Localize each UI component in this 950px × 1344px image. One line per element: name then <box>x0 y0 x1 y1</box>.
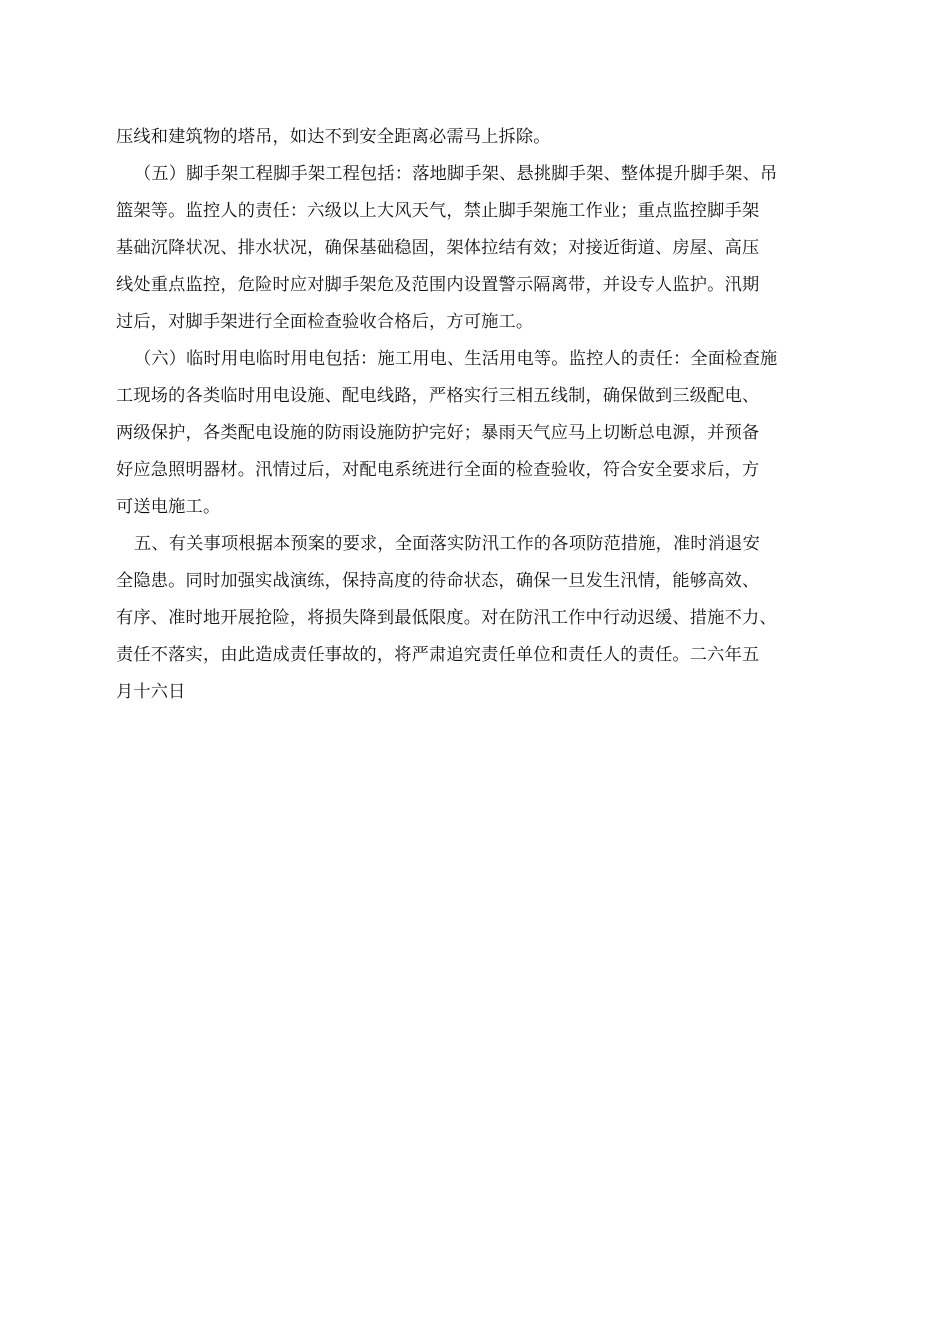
document-body <box>116 119 850 711</box>
text-line: 基础沉降状况、排水状况，确保基础稳固，架体拉结有效；对接近街道、房屋、高压 <box>116 238 760 258</box>
text-line: 篮架等。监控人的责任：六级以上大风天气，禁止脚手架施工作业；重点监控脚手架 <box>116 201 760 221</box>
text-line: （五）脚手架工程脚手架工程包括：落地脚手架、悬挑脚手架、整体提升脚手架、吊 <box>134 164 778 184</box>
text-line: 有序、准时地开展抢险，将损失降到最低限度。对在防汛工作中行动迟缓、措施不力、 <box>116 608 777 628</box>
text-line: 五、有关事项根据本预案的要求，全面落实防汛工作的各项防范措施，准时消退安 <box>134 534 760 554</box>
text-line: 好应急照明器材。汛情过后，对配电系统进行全面的检查验收，符合安全要求后，方 <box>116 460 760 480</box>
text-line: （六）临时用电临时用电包括：施工用电、生活用电等。监控人的责任：全面检查施 <box>134 349 778 369</box>
text-line: 压线和建筑物的塔吊，如达不到安全距离必需马上拆除。 <box>116 127 551 147</box>
text-line: 月十六日 <box>116 682 186 702</box>
text-line: 工现场的各类临时用电设施、配电线路，严格实行三相五线制，确保做到三级配电、 <box>116 386 760 406</box>
text-line: 全隐患。同时加强实战演练，保持高度的待命状态，确保一旦发生汛情，能够高效、 <box>116 571 760 591</box>
text-line: 线处重点监控，危险时应对脚手架危及范围内设置警示隔离带，并设专人监护。汛期 <box>116 275 760 295</box>
text-line: 责任不落实，由此造成责任事故的，将严肃追究责任单位和责任人的责任。二六年五 <box>116 645 760 665</box>
text-line: 两级保护，各类配电设施的防雨设施防护完好；暴雨天气应马上切断总电源，并预备 <box>116 423 760 443</box>
text-line: 过后，对脚手架进行全面检查验收合格后，方可施工。 <box>116 312 534 332</box>
text-line: 可送电施工。 <box>116 497 221 517</box>
